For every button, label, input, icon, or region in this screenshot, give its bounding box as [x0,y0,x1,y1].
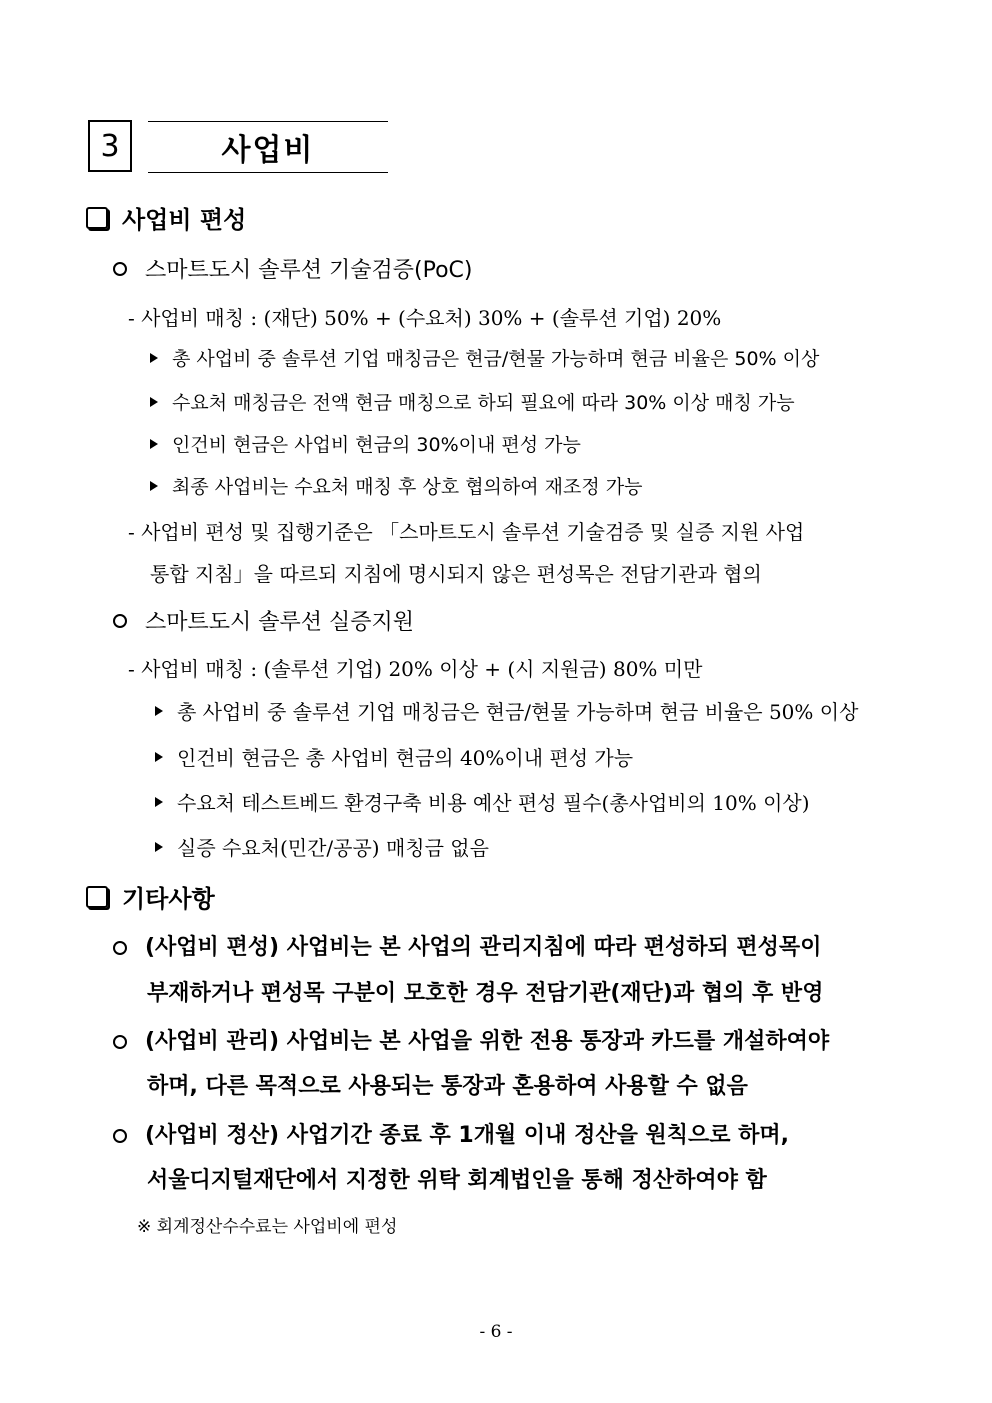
other-item-2-line2: 하며, 다른 목적으로 사용되는 통장과 혼용하여 사용할 수 없음 [147,1074,748,1099]
poc-bullet-2-text: 수요처 매칭금은 전액 현금 매칭으로 하되 필요에 따라 30% 이상 매칭 가능 [172,392,795,414]
circle-bullet-icon [113,1035,127,1049]
triangle-bullet-icon [150,353,158,363]
triangle-bullet-icon [150,397,158,407]
circle-bullet-icon [113,1129,127,1143]
circle-bullet-icon [113,941,127,955]
heading-budget-label: 사업비 편성 [122,206,247,234]
demo-bullet-4 [155,832,489,861]
poc-bullet-4-text: 최종 사업비는 수요처 매칭 후 상호 협의하여 재조정 가능 [172,476,643,498]
other-item-1-line1 [113,930,821,961]
poc-standard-line2: 통합 지침」을 따르되 지침에 명시되지 않은 편성목은 전담기관과 협의 [150,562,762,586]
other-item-3-line1 [113,1118,789,1149]
heading-other [86,879,215,914]
demo-bullet-2 [155,742,633,771]
triangle-bullet-icon [155,797,163,807]
page-number: - 6 - [479,1322,513,1342]
triangle-bullet-icon [155,752,163,762]
poc-standard-line1: - 사업비 편성 및 집행기준은 「스마트도시 솔루션 기술검증 및 실증 지원 사업 [128,520,805,544]
triangle-bullet-icon [150,481,158,491]
poc-bullet-1-text: 총 사업비 중 솔루션 기업 매칭금은 현금/현물 가능하며 현금 비율은 50% 이상 [172,348,820,370]
heading-other-label: 기타사항 [122,885,215,913]
demo-bullet-3 [155,787,810,816]
poc-bullet-2 [150,388,795,415]
triangle-bullet-icon [155,842,163,852]
note: ※ 회계정산수수료는 사업비에 편성 [137,1217,398,1237]
triangle-bullet-icon [155,706,163,716]
other-item-2-text: (사업비 관리) 사업비는 본 사업을 위한 전용 통장과 카드를 개설하여야 [145,1029,830,1054]
other-item-3-line2: 서울디지털재단에서 지정한 위탁 회계법인을 통해 정산하여야 함 [147,1168,767,1193]
triangle-bullet-icon [150,439,158,449]
poc-bullet-3 [150,430,581,457]
other-item-3-text: (사업비 정산) 사업기간 종료 후 1개월 이내 정산을 원칙으로 하며, [145,1123,790,1148]
poc-bullet-1 [150,344,819,371]
demo-bullet-2-text: 인건비 현금은 총 사업비 현금의 40%이내 편성 가능 [177,746,634,770]
other-item-1-text: (사업비 편성) 사업비는 본 사업의 관리지침에 따라 편성하되 편성목이 [145,935,822,960]
circle-bullet-icon [113,262,127,276]
other-item-2-line1 [113,1024,829,1055]
demo-title-label: 스마트도시 솔루션 실증지원 [145,610,415,635]
poc-matching: - 사업비 매칭 : (재단) 50% + (수요처) 30% + (솔루션 기업) 20% [128,306,722,330]
square-bullet-icon [86,207,108,229]
heading-budget [86,200,246,235]
demo-bullet-4-text: 실증 수요처(민간/공공) 매칭금 없음 [177,836,489,860]
other-item-1-line2: 부재하거나 편성목 구분이 모호한 경우 전담기관(재단)과 협의 후 반영 [147,981,824,1006]
poc-bullet-3-text: 인건비 현금은 사업비 현금의 30%이내 편성 가능 [172,434,581,456]
poc-title-label: 스마트도시 솔루션 기술검증(PoC) [145,258,473,283]
demo-matching: - 사업비 매칭 : (솔루션 기업) 20% 이상 + (시 지원금) 80% 미만 [128,657,703,681]
section-title: 사업비 [148,121,388,173]
demo-bullet-1-text: 총 사업비 중 솔루션 기업 매칭금은 현금/현물 가능하며 현금 비율은 50% 이상 [177,700,859,724]
poc-bullet-4 [150,472,642,499]
demo-bullet-1 [155,696,858,725]
demo-title [113,605,414,636]
square-bullet-icon [86,886,108,908]
demo-bullet-3-text: 수요처 테스트베드 환경구축 비용 예산 편성 필수(총사업비의 10% 이상) [177,791,810,815]
poc-title [113,253,472,284]
section-number: 3 [88,120,132,172]
circle-bullet-icon [113,614,127,628]
